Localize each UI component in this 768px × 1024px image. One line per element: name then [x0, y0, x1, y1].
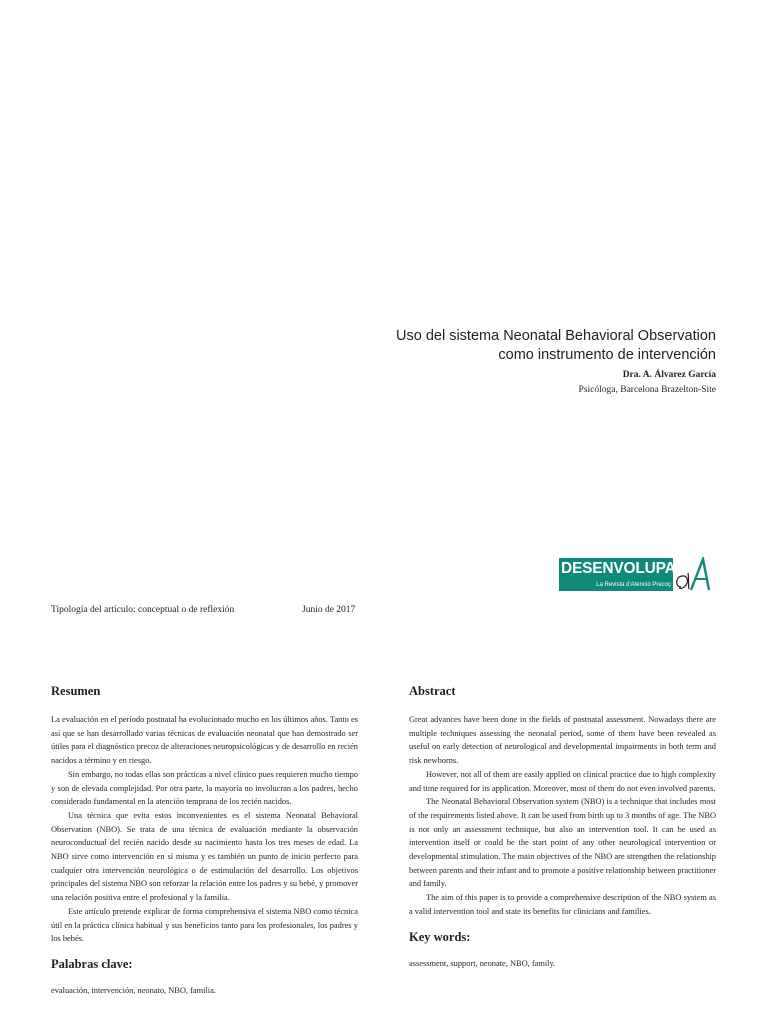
dA-monogram-icon: [673, 557, 717, 591]
key-words-text: assessment, support, neonate, NBO, family.: [409, 958, 556, 968]
abstract-body: [409, 713, 716, 919]
resumen-body: [51, 713, 358, 946]
key-words-heading: Key words:: [409, 929, 471, 944]
logo-name: DESENVOLUPA: [561, 560, 676, 577]
author-affiliation: Psicóloga, Barcelona Brazelton-Site: [578, 385, 716, 395]
article-type: Tipología del artículo: conceptual o de reflexión: [51, 605, 235, 615]
logo-subtitle: La Revista d'Atenció Precoç: [596, 582, 671, 588]
article-title-line-1: Uso del sistema Neonatal Behavioral Observation: [396, 328, 716, 344]
journal-logo: [559, 557, 717, 591]
abstract-heading: Abstract: [409, 684, 456, 698]
resumen-heading: Resumen: [51, 684, 101, 698]
resumen-paragraph: Este artículo pretende explicar de forma comprehensiva el sistema NBO como técnica útil en la práctica clínica habitual y sus beneficios tanto para los profesionales, los padres y los bebés.: [51, 906, 358, 944]
abstract-paragraph: The Neonatal Behavioral Observation system (NBO) is a technique that includes most of the requirements listed above. It can be used from birth up to 3 months of age. The NBO is not only an assessment technique, but also an intervention tool. It can be used as intervention itself or could be the start point of any other neurological intervention or developmental stimulation. The main objectives of the NBO are strengthen the relationship between parents and their infant and to promote a positive relationship between practitioner and family.: [409, 797, 716, 889]
article-header: [196, 327, 716, 397]
abstract-section: [409, 683, 716, 970]
resumen-paragraph: Sin embargo, no todas ellas son prácticas a nivel clínico pues requieren mucho tiempo y son de elevada complejidad. Por otra parte, la mayoría no involucran a los padres, hecho considerado fundamental en la atención temprana de los recién nacidos.: [51, 769, 358, 807]
abstract-paragraph: However, not all of them are easily applied on clinical practice due to high complexity and time required for its application. Moreover, most of them do not even involved parents.: [409, 769, 716, 793]
resumen-section: [51, 683, 358, 998]
abstract-paragraph: Great advances have been done in the fields of postnatal assessment. Nowadays there are multiple techniques assessing the neonatal period, some of them have been revealed as useful on early detection of neurological and developmental impairments in both term and risk newborns.: [409, 715, 716, 766]
palabras-clave-heading: Palabras clave:: [51, 956, 133, 971]
resumen-paragraph: Una técnica que evita estos inconvenientes es el sistema Neonatal Behavioral Observation (NBO). Se trata de una técnica de evaluación mediante la observación neuroconductual del recién nacido desde su nacimiento hasta los tres meses de edad. La NBO sirve como intervención en sí misma y es también un punto de inicio perfecto para cualquier otra intervención neurológica o de estimulación del desarrollo. Los objetivos principales del sistema NBO son reforzar la relación entre los padres y su bebé, y promover una relación positiva entre el profesional y la familia.: [51, 810, 358, 903]
author-name: Dra. A. Álvarez García: [622, 370, 716, 380]
resumen-paragraph: La evaluación en el período postnatal ha evolucionado mucho en los últimos años. Tanto es así que se han desarrollado varias técnicas de evaluación neonatal que han demostrado ser útiles para el diagnóstico precoz de alteraciones neuropsicológicas y de desarrollo en recién nacidos a término y en riesgo.: [51, 715, 358, 766]
article-title-line-2: como instrumento de intervención: [498, 347, 716, 363]
palabras-clave-text: evaluación, intervención, neonato, NBO, familia.: [51, 985, 216, 995]
logo-box: [559, 558, 676, 591]
abstract-paragraph: The aim of this paper is to provide a comprehensive description of the NBO system as a valid intervention tool and state its benefits for clinicians and families.: [409, 893, 716, 916]
publication-date: Junio de 2017: [302, 605, 356, 615]
